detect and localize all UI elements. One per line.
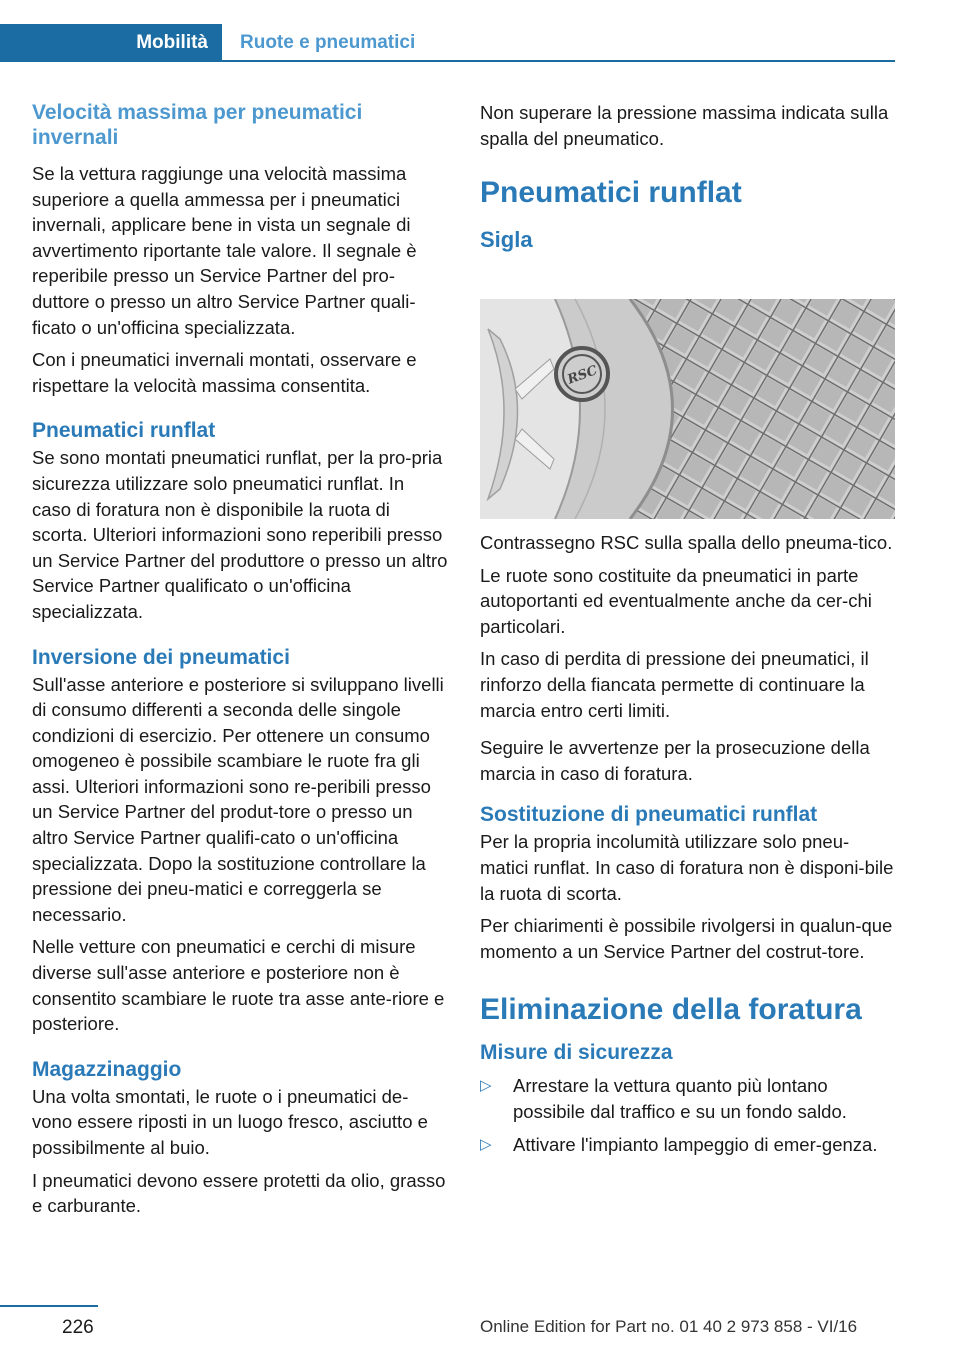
rsc-logo-text: RSC xyxy=(565,363,600,388)
page-number: 226 xyxy=(62,1317,94,1338)
right-column xyxy=(480,100,896,253)
header-rule xyxy=(222,60,895,62)
heading-storage: Magazzinaggio xyxy=(32,1057,182,1081)
replace-paragraph-2: Per chiarimenti è possibile rivolgersi in qualun-que momento a un Service Partner del costrut-tore. xyxy=(480,915,893,962)
runflat-paragraph-3: Seguire le avvertenze per la prosecuzione della marcia in caso di foratura. xyxy=(480,737,870,784)
heading-safety: Misure di sicurezza xyxy=(480,1041,673,1065)
safety-bullet-2: Attivare l'impianto lampeggio di emer-genza. xyxy=(513,1133,878,1155)
rotation-paragraph-1: Sull'asse anteriore e posteriore si sviluppano livelli di consumo differenti a seconda delle singole condizioni di esercizio. Per ottenere un consumo omogeneo è possibile scambiare le ruote fra gli assi. Ulteriori informazioni sono re-peribili presso un Service Partner del produt-tore o presso un altro Service Partner qualifi-cato o un'officina specializzata. Dopo la sostituzione controllare la pressione dei pneu-matici e correggerla se necessario. xyxy=(32,673,444,925)
runflat-paragraph-2: In caso di perdita di pressione dei pneumatici, il rinforzo della fiancata permette di continuare la marcia entro certi limiti. xyxy=(480,648,869,721)
replace-paragraph-1: Per la propria incolumità utilizzare solo pneu-matici runflat. In caso di foratura non è disponi-bile la ruota di scorta. xyxy=(480,831,894,904)
title-puncture: Eliminazione della foratura xyxy=(480,993,862,1027)
heading-rotation: Inversione dei pneumatici xyxy=(32,645,290,669)
max-pressure-note: Non superare la pressione massima indicata sulla spalla del pneumatico. xyxy=(480,102,889,149)
list-item xyxy=(480,1073,896,1124)
safety-bullet-1: Arrestare la vettura quanto più lontano possibile dal traffico e su un fondo saldo. xyxy=(513,1075,847,1122)
heading-runflat: Pneumatici runflat xyxy=(32,419,216,443)
left-column xyxy=(32,100,448,1219)
storage-paragraph-1: Una volta smontati, le ruote o i pneumatici de-vono essere riposti in un luogo fresco, asciutto e possibilmente al buio. xyxy=(32,1085,428,1158)
heading-sigla: Sigla xyxy=(480,227,533,253)
winter-speed-paragraph-1: Se la vettura raggiunge una velocità massima superiore a quella ammessa per i pneumatici invernali, applicare bene in vista un segnale di avvertimento riportante tale valore. Il segnale è reperibile presso un Service Partner del pro-duttore o presso un altro Service Partner quali-ficato o un'officina specializzata. xyxy=(32,163,417,338)
footer-rule xyxy=(0,1305,98,1307)
bullet-arrow-icon: ▷ xyxy=(480,1077,492,1095)
heading-replace-runflat: Sostituzione di pneumatici runflat xyxy=(480,803,818,827)
section-tab-label: Mobilità xyxy=(136,32,208,53)
storage-paragraph-2: I pneumatici devono essere protetti da olio, grasso e carburante. xyxy=(32,1169,446,1217)
page-header xyxy=(0,24,895,62)
rsc-tire-illustration xyxy=(480,299,895,519)
rotation-paragraph-2: Nelle vetture con pneumatici e cerchi di misure diverse sull'asse anteriore e posteriore non è consentito scambiare le ruote tra asse ante-riore e posteriore. xyxy=(32,936,445,1035)
chapter-tab[interactable]: Ruote e pneumatici xyxy=(240,32,416,53)
figure-caption: Contrassegno RSC sulla spalla dello pneuma-tico. xyxy=(480,532,893,553)
right-column-lower xyxy=(480,530,896,1157)
bullet-arrow-icon: ▷ xyxy=(480,1135,492,1153)
section-tab[interactable] xyxy=(0,24,222,62)
heading-winter-speed: Velocità massima per pneumatici invernali xyxy=(32,101,363,149)
edition-note: Online Edition for Part no. 01 40 2 973 858 - VI/16 xyxy=(480,1317,858,1336)
winter-speed-paragraph-2: Con i pneumatici invernali montati, osservare e rispettare la velocità massima consentita. xyxy=(32,349,417,396)
runflat-paragraph: Se sono montati pneumatici runflat, per la pro-pria sicurezza utilizzare solo pneumatici runflat. In caso di foratura non è disponibile la ruota di scorta. Ulteriori informazioni sono reperibili presso un Service Partner del produttore o presso un altro Service Partner qualificato o un'officina specializzata. xyxy=(32,447,448,622)
list-item xyxy=(480,1132,896,1158)
runflat-paragraph-1: Le ruote sono costituite da pneumatici in parte autoportanti ed eventualmente anche da cer-chi particolari. xyxy=(480,564,872,637)
tire-sidewall-drawing xyxy=(480,299,895,519)
title-runflat: Pneumatici runflat xyxy=(480,176,742,210)
